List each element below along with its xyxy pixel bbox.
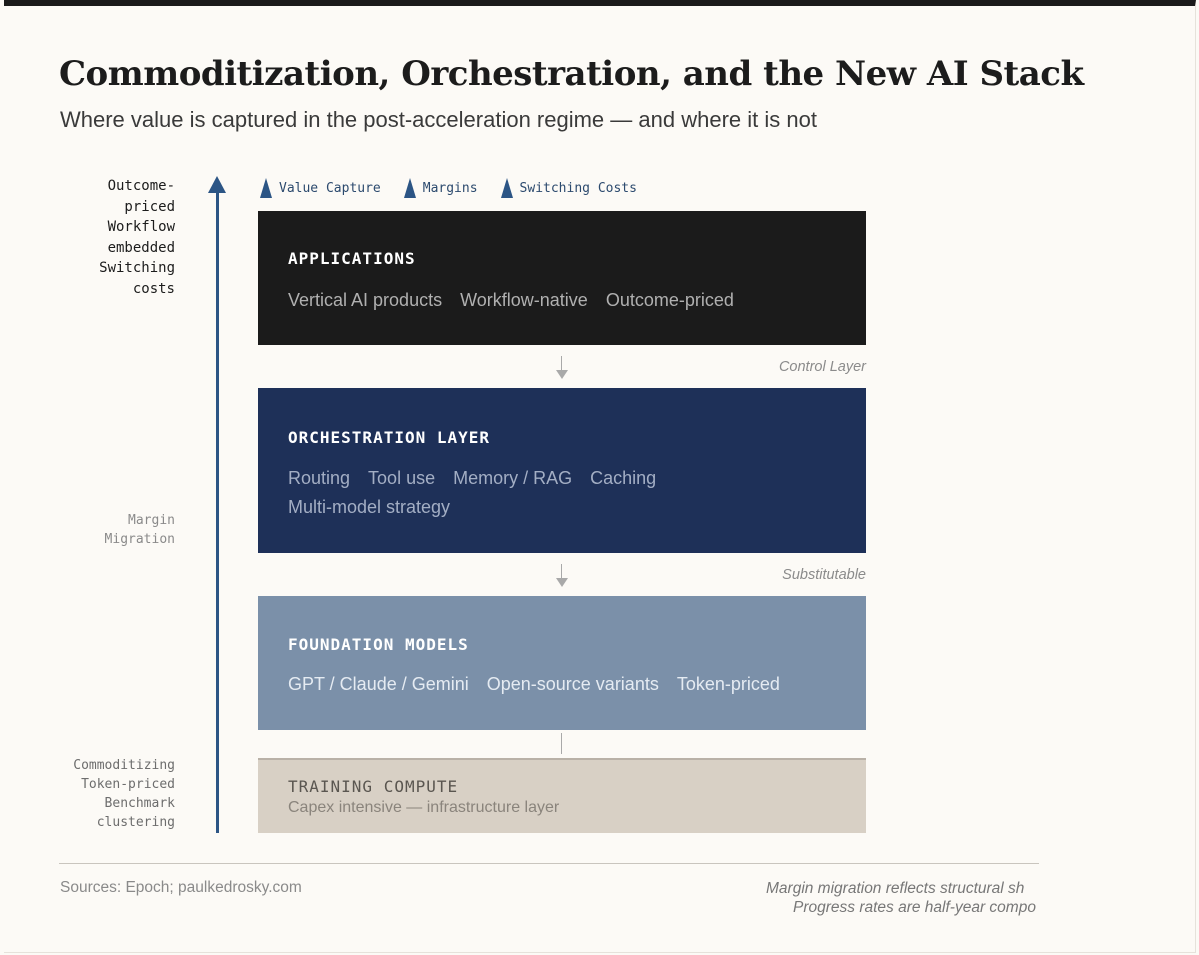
layer-item: Token-priced — [676, 674, 780, 694]
layer-title: ORCHESTRATION LAYER — [288, 428, 491, 447]
arrow-down-icon — [556, 578, 568, 587]
chart-subtitle: Where value is captured in the post-acceleration regime — and where it is not — [60, 107, 817, 132]
layer-item: Routing — [288, 468, 351, 488]
side-label-line: Margin — [128, 513, 175, 528]
side-label-top — [99, 176, 175, 299]
layer-item: Open-source variants — [486, 674, 659, 694]
layer-item: Vertical AI products — [288, 290, 443, 310]
side-label-line: Switching — [99, 260, 175, 276]
triangle-icon — [404, 178, 416, 198]
layer-item: Caching — [590, 468, 657, 488]
layer-item: Memory / RAG — [453, 468, 573, 488]
connector-line — [561, 356, 562, 371]
legend-item-margins — [404, 178, 478, 198]
layer-applications — [258, 211, 866, 345]
layer-foundation-models — [258, 596, 866, 730]
layer-item: Tool use — [368, 468, 436, 488]
footer-note-line: Progress rates are half-year compo — [793, 899, 1036, 916]
layer-title: APPLICATIONS — [288, 249, 416, 268]
side-label-line: Migration — [104, 531, 175, 547]
side-label-line: Workflow — [107, 219, 175, 235]
connector-label-substitutable: Substitutable — [782, 567, 866, 583]
layer-title: TRAINING COMPUTE — [288, 777, 459, 796]
layer-items — [288, 464, 708, 522]
layer-training-compute — [258, 758, 866, 833]
triangle-icon — [501, 178, 513, 198]
side-label-line: Token-priced — [81, 777, 175, 792]
footer-note-line: Margin migration reflects structural sh — [766, 880, 1025, 897]
legend-item-value-capture — [260, 178, 381, 198]
value-axis-line — [216, 190, 219, 833]
side-label-bottom — [73, 756, 175, 832]
connector-down-arrow — [556, 564, 568, 588]
layer-description: Capex intensive — infrastructure layer — [288, 799, 560, 816]
footer-divider — [59, 863, 1039, 864]
footer-note — [600, 879, 1039, 921]
connector-line — [561, 733, 562, 754]
connector-label-control: Control Layer — [778, 359, 866, 375]
side-label-line: priced — [124, 198, 175, 215]
connector-down-arrow — [556, 356, 568, 380]
legend-item-switching-costs — [501, 178, 637, 198]
layer-item: Outcome-priced — [605, 290, 734, 310]
connector-line-plain — [556, 733, 568, 755]
side-label-middle — [105, 512, 175, 549]
layer-item: Multi-model strategy — [288, 497, 451, 517]
sources-text: Sources: Epoch; paulkedrosky.com — [60, 879, 302, 896]
layer-title: FOUNDATION MODELS — [288, 635, 469, 654]
layer-items — [288, 286, 866, 315]
layer-items — [288, 670, 866, 699]
layer-orchestration — [258, 388, 866, 553]
triangle-icon — [260, 178, 272, 198]
side-label-line: embedded — [107, 239, 175, 256]
chart-title: Commoditization, Orchestration, and the New AI Stack — [59, 54, 1084, 94]
legend-label: Value Capture — [279, 180, 381, 196]
legend — [260, 178, 660, 198]
legend-label: Margins — [422, 180, 478, 196]
side-label-line: Outcome- — [107, 178, 175, 194]
connector-line — [561, 564, 562, 579]
legend-label: Switching Costs — [519, 180, 637, 196]
side-label-line: Benchmark — [104, 796, 175, 811]
side-label-line: Commoditizing — [73, 758, 175, 773]
layer-item: GPT / Claude / Gemini — [288, 674, 469, 694]
arrow-up-icon — [208, 176, 226, 193]
side-label-line: costs — [132, 280, 175, 297]
arrow-down-icon — [556, 370, 568, 379]
side-label-line: clustering — [96, 815, 175, 830]
layer-item: Workflow-native — [460, 290, 588, 310]
